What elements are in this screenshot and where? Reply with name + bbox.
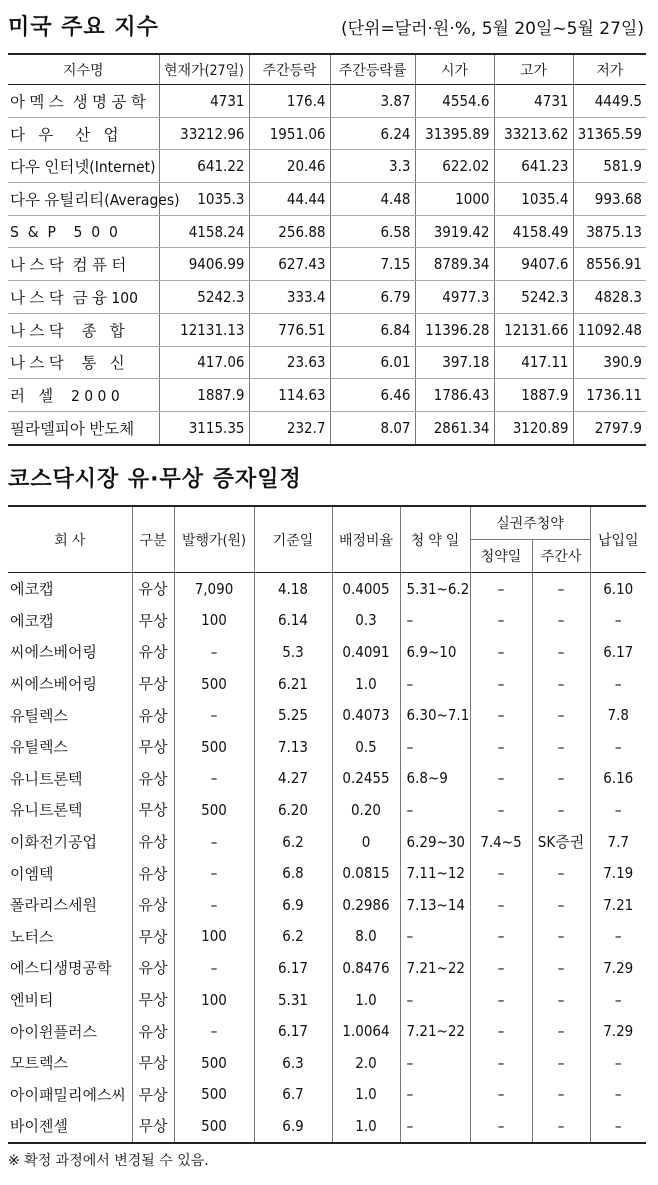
table-row: [8, 85, 646, 118]
index-name-cell: 아 멕 스 생 명 공 학: [8, 85, 159, 118]
index-name-cell: 나 스 닥 컴 퓨 터: [8, 248, 159, 281]
payment-date-cell: –: [590, 984, 646, 1016]
base-date-cell: 4.18: [254, 573, 332, 605]
base-date-cell: 6.3: [254, 1047, 332, 1079]
weekly-change-cell: 176.4: [249, 85, 330, 118]
index-name-cell: 다우 유틸리티(Averages): [8, 183, 159, 216]
payment-date-cell: –: [590, 668, 646, 700]
company-cell: 유니트론텍: [10, 801, 83, 820]
type-cell: 유상: [132, 699, 174, 731]
underwriter-cell: –: [532, 794, 590, 826]
issue-price-cell: –: [174, 1015, 254, 1047]
table-row: [8, 889, 646, 921]
type-cell: 유상: [132, 636, 174, 668]
issue-price-cell: –: [174, 952, 254, 984]
allocation-ratio-cell: 0.20: [332, 794, 400, 826]
payment-date-cell: 6.16: [590, 763, 646, 795]
table-row: [8, 731, 646, 763]
current-price-cell: 33212.96: [159, 117, 249, 150]
underwriter-cell: –: [532, 699, 590, 731]
kosdaq-schedule-title: 코스닥시장 유·무상 증자일정: [8, 467, 302, 492]
subscription-date-cell: 6.9~10: [400, 636, 470, 668]
company-cell: 바이젠셀: [8, 1110, 132, 1143]
company-cell: 폴라리스세원: [10, 896, 97, 915]
base-date-cell: 5.31: [254, 984, 332, 1016]
low-price-cell: 31365.59: [573, 117, 646, 150]
issue-price-cell: –: [174, 699, 254, 731]
company-cell: 이화전기공업: [10, 833, 97, 852]
weekly-change-cell: 776.51: [249, 313, 330, 346]
header-index-name: 지수명: [8, 54, 159, 85]
index-name-cell: 나 스 닥 종 합: [8, 313, 159, 346]
allocation-ratio-cell: 0.4073: [332, 699, 400, 731]
type-cell: 유상: [132, 857, 174, 889]
company-cell: 씨에스베어링: [10, 643, 97, 662]
low-price-cell: 8556.91: [573, 248, 646, 281]
type-cell: 무상: [132, 1079, 174, 1111]
allocation-ratio-cell: 8.0: [332, 921, 400, 953]
header-subscription-date: 청 약 일: [400, 506, 470, 573]
header-payment-date: 납입일: [590, 506, 646, 573]
allocation-ratio-cell: 0.4005: [332, 573, 400, 605]
underwriter-cell: –: [532, 573, 590, 605]
payment-date-cell: –: [590, 1079, 646, 1111]
header-company: 회 사: [8, 506, 132, 573]
table-row: [8, 952, 646, 984]
issue-price-cell: –: [174, 857, 254, 889]
issue-price-cell: –: [174, 636, 254, 668]
base-date-cell: 6.2: [254, 826, 332, 858]
underwriter-cell: –: [532, 921, 590, 953]
table-row: [8, 117, 646, 150]
low-price-cell: 4449.5: [573, 85, 646, 118]
base-date-cell: 6.2: [254, 921, 332, 953]
subscription-date-cell: –: [400, 731, 470, 763]
allocation-ratio-cell: 0.8476: [332, 952, 400, 984]
allocation-ratio-cell: 0.0815: [332, 857, 400, 889]
payment-date-cell: –: [590, 1047, 646, 1079]
underwriter-cell: –: [532, 1015, 590, 1047]
open-price-cell: 11396.28: [415, 313, 494, 346]
payment-date-cell: 6.17: [590, 636, 646, 668]
base-date-cell: 6.20: [254, 794, 332, 826]
issue-price-cell: –: [174, 889, 254, 921]
base-date-cell: 5.25: [254, 699, 332, 731]
weekly-change-rate-cell: 6.24: [330, 117, 415, 150]
type-cell: 무상: [132, 984, 174, 1016]
current-price-cell: 3115.35: [159, 411, 249, 444]
weekly-change-rate-cell: 3.87: [330, 85, 415, 118]
forfeited-subscription-date-cell: –: [470, 857, 532, 889]
issue-price-cell: –: [174, 763, 254, 795]
low-price-cell: 11092.48: [573, 313, 646, 346]
issue-price-cell: 500: [174, 794, 254, 826]
company-cell: 아이윈플러스: [10, 1022, 97, 1041]
subscription-date-cell: –: [400, 1079, 470, 1111]
weekly-change-cell: 23.63: [249, 346, 330, 379]
issue-price-cell: 500: [174, 1079, 254, 1111]
company-cell: 노터스: [10, 927, 54, 946]
payment-date-cell: 6.10: [590, 573, 646, 605]
subscription-date-cell: 6.30~7.1: [400, 699, 470, 731]
current-price-cell: 4731: [159, 85, 249, 118]
weekly-change-cell: 333.4: [249, 281, 330, 314]
high-price-cell: 33213.62: [494, 117, 573, 150]
low-price-cell: 3875.13: [573, 215, 646, 248]
high-price-cell: 3120.89: [494, 411, 573, 444]
table-row: [8, 248, 646, 281]
underwriter-cell: –: [532, 1079, 590, 1111]
open-price-cell: 4977.3: [415, 281, 494, 314]
subscription-date-cell: –: [400, 1110, 470, 1143]
payment-date-cell: 7.29: [590, 1015, 646, 1047]
weekly-change-rate-cell: 3.3: [330, 150, 415, 183]
high-price-cell: 4158.49: [494, 215, 573, 248]
open-price-cell: 2861.34: [415, 411, 494, 444]
index-name-cell: 나 스 닥 통 신: [8, 346, 159, 379]
header-low: 저가: [573, 54, 646, 85]
underwriter-cell: –: [532, 889, 590, 921]
allocation-ratio-cell: 0.3: [332, 605, 400, 637]
underwriter-cell: –: [532, 952, 590, 984]
table-row: [8, 1015, 646, 1047]
issue-price-cell: 100: [174, 984, 254, 1016]
forfeited-subscription-date-cell: –: [470, 605, 532, 637]
payment-date-cell: –: [590, 605, 646, 637]
weekly-change-rate-cell: 6.58: [330, 215, 415, 248]
payment-date-cell: –: [590, 921, 646, 953]
table-row: [8, 1110, 646, 1143]
us-index-table: [8, 53, 646, 446]
company-cell: 씨에스베어링: [10, 675, 97, 694]
base-date-cell: 6.17: [254, 1015, 332, 1047]
type-cell: 무상: [132, 731, 174, 763]
payment-date-cell: 7.19: [590, 857, 646, 889]
company-cell: 에코캡: [10, 580, 54, 599]
base-date-cell: 6.17: [254, 952, 332, 984]
high-price-cell: 1035.4: [494, 183, 573, 216]
unit-note: (단위=달러·원·%, 5월 20일~5월 27일): [340, 19, 644, 39]
high-price-cell: 1887.9: [494, 379, 573, 412]
weekly-change-rate-cell: 7.15: [330, 248, 415, 281]
table-row: [8, 346, 646, 379]
company-cell: 엔비티: [10, 991, 54, 1010]
base-date-cell: 6.7: [254, 1079, 332, 1111]
low-price-cell: 2797.9: [573, 411, 646, 444]
subscription-date-cell: 7.21~22: [400, 952, 470, 984]
base-date-cell: 4.27: [254, 763, 332, 795]
subscription-date-cell: 6.29~30: [400, 826, 470, 858]
table-row: [8, 215, 646, 248]
current-price-cell: 5242.3: [159, 281, 249, 314]
low-price-cell: 4828.3: [573, 281, 646, 314]
subscription-date-cell: –: [400, 921, 470, 953]
header-base-date: 기준일: [254, 506, 332, 573]
header-weekly-change: 주간등락: [249, 54, 330, 85]
table-row: [8, 636, 646, 668]
open-price-cell: 3919.42: [415, 215, 494, 248]
schedule-header-row-1: [8, 506, 646, 540]
allocation-ratio-cell: 2.0: [332, 1047, 400, 1079]
subscription-date-cell: 5.31~6.2: [400, 573, 470, 605]
type-cell: 유상: [132, 1015, 174, 1047]
forfeited-subscription-date-cell: –: [470, 699, 532, 731]
issue-price-cell: 100: [174, 605, 254, 637]
underwriter-cell: SK증권: [532, 826, 590, 858]
allocation-ratio-cell: 1.0064: [332, 1015, 400, 1047]
table-row: [8, 826, 646, 858]
open-price-cell: 1000: [415, 183, 494, 216]
index-name-cell: 다 우 산 업: [8, 117, 159, 150]
open-price-cell: 31395.89: [415, 117, 494, 150]
company-cell: 유틸렉스: [10, 706, 68, 725]
company-cell: 아이패밀리에스씨: [10, 1085, 126, 1104]
underwriter-cell: –: [532, 763, 590, 795]
forfeited-subscription-date-cell: –: [470, 763, 532, 795]
company-cell: 유니트론텍: [10, 769, 83, 788]
allocation-ratio-cell: 0.4091: [332, 636, 400, 668]
weekly-change-rate-cell: 6.84: [330, 313, 415, 346]
index-name-cell: 러 셀 2 0 0 0: [8, 379, 159, 412]
subscription-date-cell: 7.13~14: [400, 889, 470, 921]
base-date-cell: 6.14: [254, 605, 332, 637]
type-cell: 유상: [132, 889, 174, 921]
underwriter-cell: –: [532, 731, 590, 763]
forfeited-subscription-date-cell: –: [470, 984, 532, 1016]
high-price-cell: 641.23: [494, 150, 573, 183]
payment-date-cell: –: [590, 731, 646, 763]
allocation-ratio-cell: 0.2455: [332, 763, 400, 795]
low-price-cell: 993.68: [573, 183, 646, 216]
current-price-cell: 9406.99: [159, 248, 249, 281]
base-date-cell: 6.21: [254, 668, 332, 700]
open-price-cell: 397.18: [415, 346, 494, 379]
high-price-cell: 12131.66: [494, 313, 573, 346]
high-price-cell: 5242.3: [494, 281, 573, 314]
table-row: [8, 794, 646, 826]
issue-price-cell: –: [174, 826, 254, 858]
open-price-cell: 622.02: [415, 150, 494, 183]
base-date-cell: 7.13: [254, 731, 332, 763]
type-cell: 무상: [132, 794, 174, 826]
high-price-cell: 9407.6: [494, 248, 573, 281]
weekly-change-rate-cell: 6.46: [330, 379, 415, 412]
issue-price-cell: 500: [174, 1047, 254, 1079]
kosdaq-schedule-table: [8, 505, 646, 1144]
forfeited-subscription-date-cell: –: [470, 921, 532, 953]
table-row: [8, 183, 646, 216]
us-index-title: 미국 주요 지수: [8, 15, 159, 40]
company-cell: 이엠텍: [10, 864, 54, 883]
allocation-ratio-cell: 1.0: [332, 984, 400, 1016]
current-price-cell: 417.06: [159, 346, 249, 379]
subscription-date-cell: 7.21~22: [400, 1015, 470, 1047]
subscription-date-cell: –: [400, 1047, 470, 1079]
current-price-cell: 12131.13: [159, 313, 249, 346]
header-forfeited-shares-group: 실권주청약: [470, 506, 590, 540]
forfeited-subscription-date-cell: –: [470, 952, 532, 984]
table-row: [8, 668, 646, 700]
type-cell: 무상: [132, 668, 174, 700]
payment-date-cell: 7.29: [590, 952, 646, 984]
company-cell: 에스디생명공학: [10, 959, 112, 978]
table-row: [8, 281, 646, 314]
subscription-date-cell: –: [400, 984, 470, 1016]
table-row: [8, 699, 646, 731]
header-allocation-ratio: 배정비율: [332, 506, 400, 573]
issue-price-cell: 100: [174, 921, 254, 953]
weekly-change-rate-cell: 4.48: [330, 183, 415, 216]
payment-date-cell: 7.21: [590, 889, 646, 921]
low-price-cell: 390.9: [573, 346, 646, 379]
payment-date-cell: 7.8: [590, 699, 646, 731]
base-date-cell: 6.9: [254, 1110, 332, 1143]
index-name-cell: 필라델피아 반도체: [8, 411, 159, 444]
allocation-ratio-cell: 0: [332, 826, 400, 858]
subscription-date-cell: 7.11~12: [400, 857, 470, 889]
weekly-change-rate-cell: 6.79: [330, 281, 415, 314]
current-price-cell: 4158.24: [159, 215, 249, 248]
company-cell: 모트렉스: [10, 1054, 68, 1073]
open-price-cell: 8789.34: [415, 248, 494, 281]
table-row: [8, 763, 646, 795]
weekly-change-cell: 114.63: [249, 379, 330, 412]
type-cell: 무상: [132, 605, 174, 637]
table-row: [8, 857, 646, 889]
header-weekly-change-rate: 주간등락률: [330, 54, 415, 85]
subscription-date-cell: –: [400, 605, 470, 637]
forfeited-subscription-date-cell: 7.4~5: [470, 826, 532, 858]
underwriter-cell: –: [532, 1110, 590, 1143]
issue-price-cell: 7,090: [174, 573, 254, 605]
forfeited-subscription-date-cell: –: [470, 1047, 532, 1079]
header-high: 고가: [494, 54, 573, 85]
payment-date-cell: 7.7: [590, 826, 646, 858]
payment-date-cell: –: [590, 794, 646, 826]
forfeited-subscription-date-cell: –: [470, 731, 532, 763]
header-current-price: 현재가(27일): [159, 54, 249, 85]
index-name-cell: 나 스 닥 금 융 100: [8, 281, 159, 314]
underwriter-cell: –: [532, 857, 590, 889]
index-name-cell: S & P 5 0 0: [8, 215, 159, 248]
forfeited-subscription-date-cell: –: [470, 1079, 532, 1111]
forfeited-subscription-date-cell: –: [470, 889, 532, 921]
forfeited-subscription-date-cell: –: [470, 573, 532, 605]
weekly-change-cell: 44.44: [249, 183, 330, 216]
weekly-change-cell: 256.88: [249, 215, 330, 248]
footnote: ※ 확정 과정에서 변경될 수 있음.: [8, 1153, 209, 1169]
allocation-ratio-cell: 1.0: [332, 1079, 400, 1111]
current-price-cell: 1035.3: [159, 183, 249, 216]
underwriter-cell: –: [532, 636, 590, 668]
high-price-cell: 417.11: [494, 346, 573, 379]
type-cell: 유상: [132, 573, 174, 605]
issue-price-cell: 500: [174, 731, 254, 763]
header-type: 구분: [132, 506, 174, 573]
allocation-ratio-cell: 0.5: [332, 731, 400, 763]
table-row: [8, 313, 646, 346]
forfeited-subscription-date-cell: –: [470, 636, 532, 668]
forfeited-subscription-date-cell: –: [470, 794, 532, 826]
type-cell: 무상: [132, 921, 174, 953]
table-row: [8, 1079, 646, 1111]
table-row: [8, 411, 646, 444]
weekly-change-cell: 1951.06: [249, 117, 330, 150]
underwriter-cell: –: [532, 984, 590, 1016]
low-price-cell: 1736.11: [573, 379, 646, 412]
table-row: [8, 984, 646, 1016]
us-index-header-row: [8, 54, 646, 85]
type-cell: 유상: [132, 826, 174, 858]
current-price-cell: 641.22: [159, 150, 249, 183]
weekly-change-rate-cell: 8.07: [330, 411, 415, 444]
base-date-cell: 6.8: [254, 857, 332, 889]
index-name-cell: 다우 인터넷(Internet): [8, 150, 159, 183]
weekly-change-cell: 232.7: [249, 411, 330, 444]
current-price-cell: 1887.9: [159, 379, 249, 412]
weekly-change-cell: 627.43: [249, 248, 330, 281]
table-row: [8, 573, 646, 605]
header-underwriter: 주간사: [532, 540, 590, 573]
header-forfeited-subscription-date: 청약일: [470, 540, 532, 573]
allocation-ratio-cell: 0.2986: [332, 889, 400, 921]
underwriter-cell: –: [532, 668, 590, 700]
open-price-cell: 1786.43: [415, 379, 494, 412]
table-row: [8, 605, 646, 637]
issue-price-cell: 500: [174, 668, 254, 700]
subscription-date-cell: –: [400, 794, 470, 826]
type-cell: 무상: [132, 1047, 174, 1079]
allocation-ratio-cell: 1.0: [332, 1110, 400, 1143]
company-cell: 유틸렉스: [10, 738, 68, 757]
header-open: 시가: [415, 54, 494, 85]
weekly-change-cell: 20.46: [249, 150, 330, 183]
weekly-change-rate-cell: 6.01: [330, 346, 415, 379]
type-cell: 유상: [132, 952, 174, 984]
low-price-cell: 581.9: [573, 150, 646, 183]
forfeited-subscription-date-cell: –: [470, 668, 532, 700]
table-row: [8, 150, 646, 183]
allocation-ratio-cell: 1.0: [332, 668, 400, 700]
base-date-cell: 5.3: [254, 636, 332, 668]
issue-price-cell: 500: [174, 1110, 254, 1143]
company-cell: 에코캡: [10, 611, 54, 630]
open-price-cell: 4554.6: [415, 85, 494, 118]
header-issue-price: 발행가(원): [174, 506, 254, 573]
forfeited-subscription-date-cell: –: [470, 1015, 532, 1047]
table-row: [8, 1047, 646, 1079]
type-cell: 유상: [132, 763, 174, 795]
base-date-cell: 6.9: [254, 889, 332, 921]
subscription-date-cell: 6.8~9: [400, 763, 470, 795]
table-row: [8, 921, 646, 953]
underwriter-cell: –: [532, 605, 590, 637]
type-cell: 무상: [132, 1110, 174, 1143]
high-price-cell: 4731: [494, 85, 573, 118]
table-row: [8, 379, 646, 412]
forfeited-subscription-date-cell: –: [470, 1110, 532, 1143]
underwriter-cell: –: [532, 1047, 590, 1079]
payment-date-cell: –: [590, 1110, 646, 1143]
subscription-date-cell: –: [400, 668, 470, 700]
